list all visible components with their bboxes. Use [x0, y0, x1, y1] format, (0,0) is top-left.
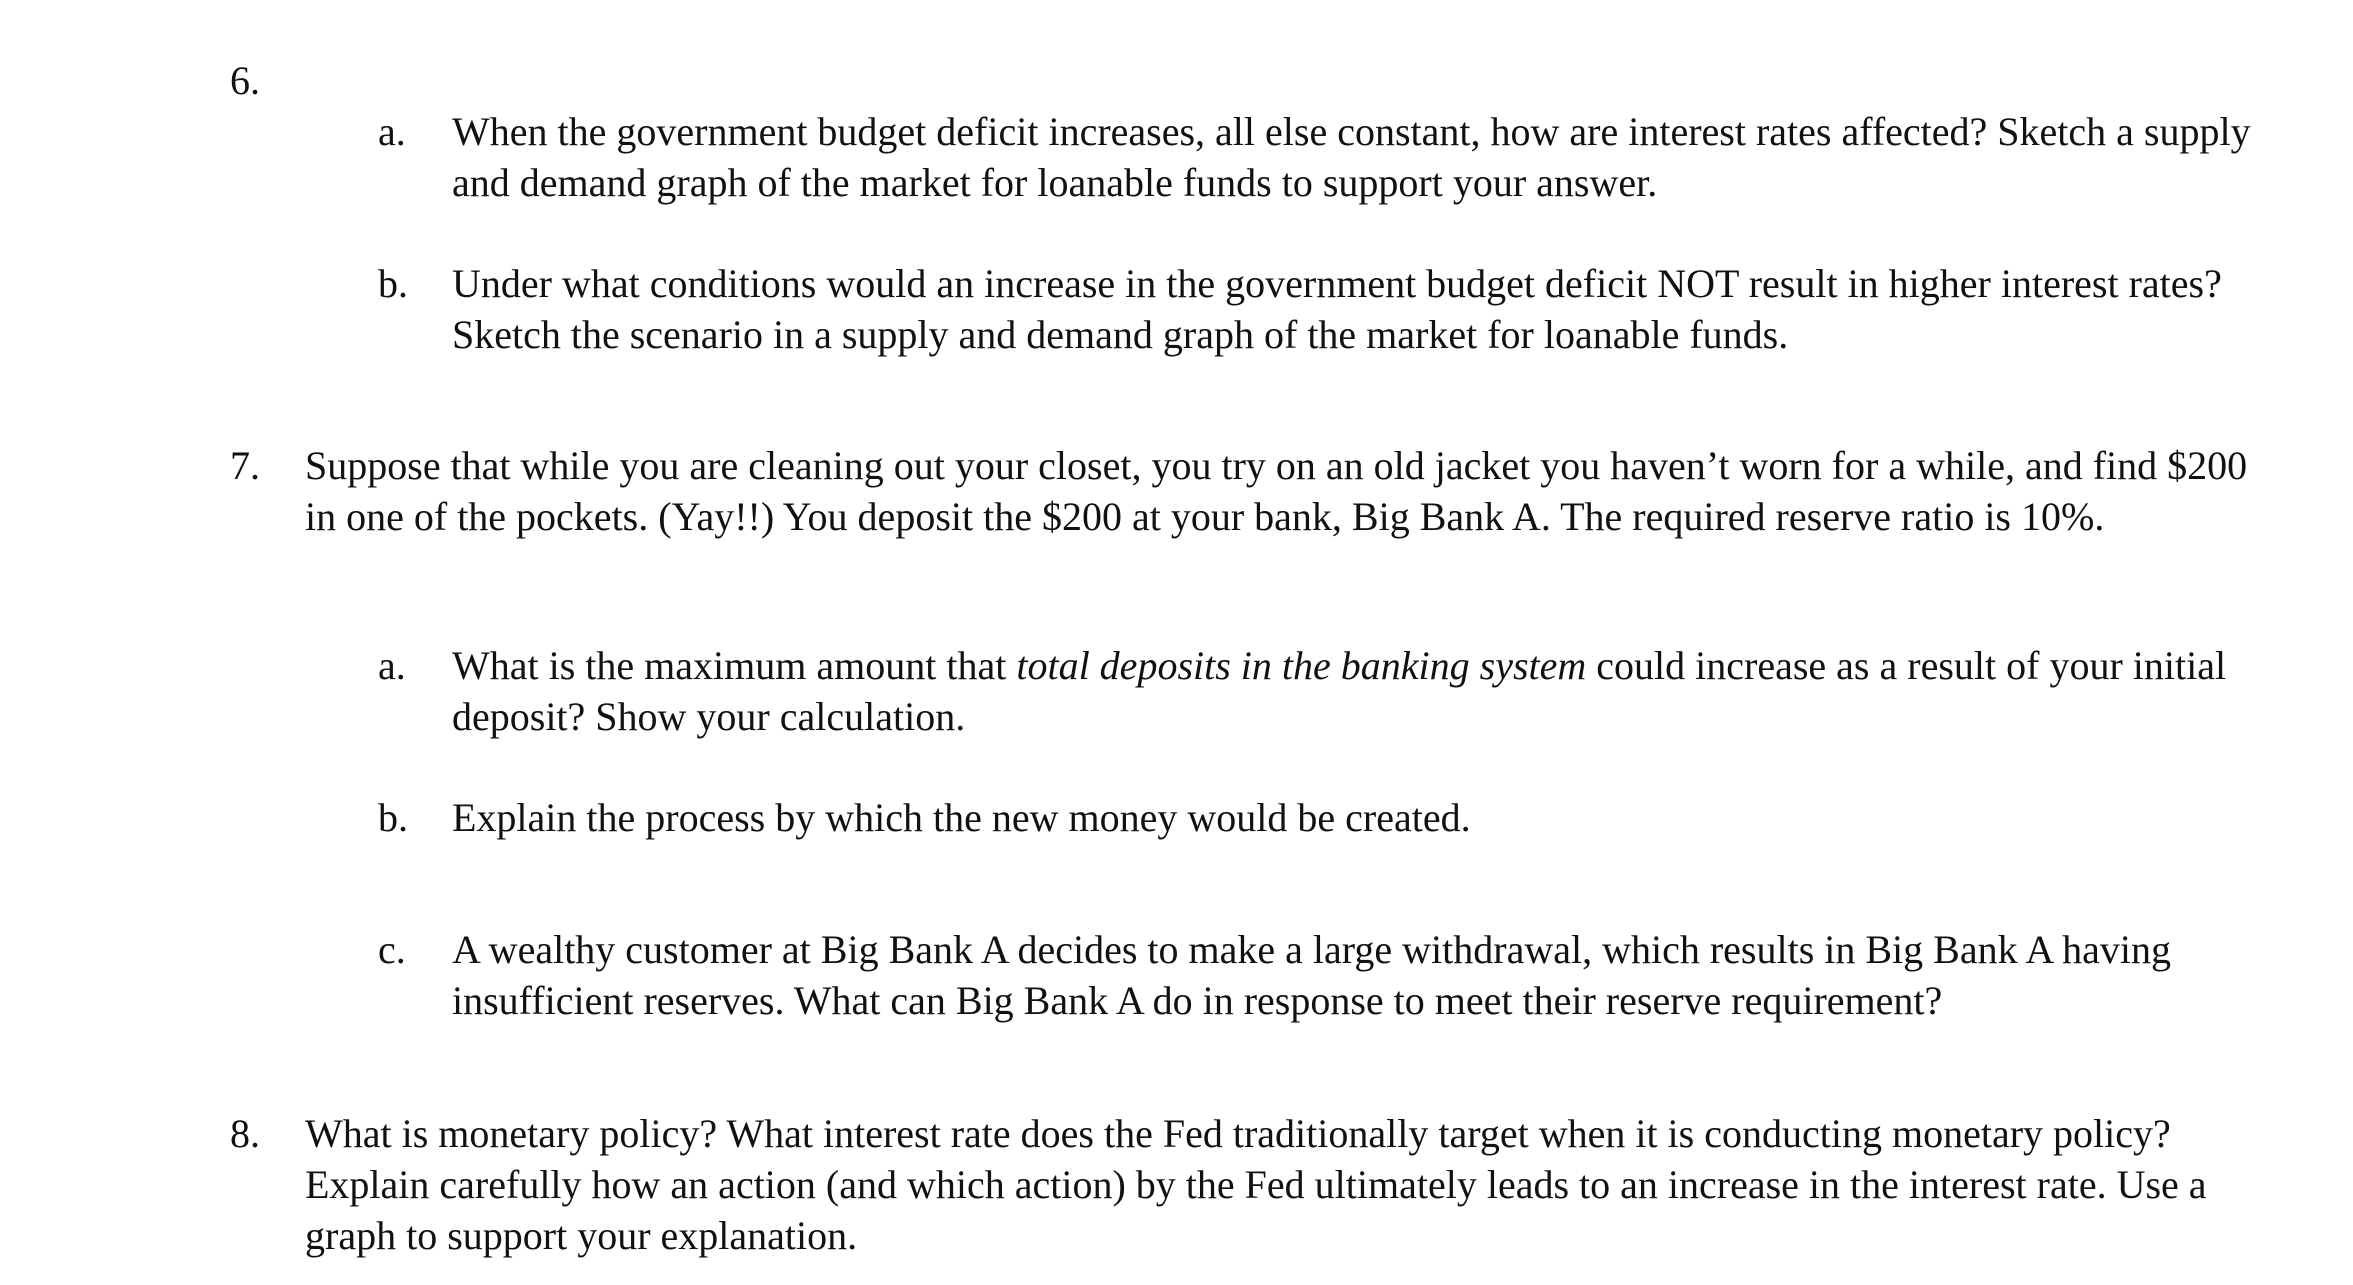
question-8-number: 8. — [230, 1111, 260, 1156]
question-6b-letter: b. — [378, 261, 408, 306]
question-8-text: What is monetary policy? What interest rate does the Fed traditionally target when it is conducting monetary policy? Explain carefully how an action (and which action) by the Fed ultimately leads to an increase in the interest rate. Use a graph to support your explanation. — [305, 1111, 2207, 1258]
question-7a-text-end: could increase as a result of your initial deposit? Show your calculation. — [452, 643, 2227, 739]
question-7a-text — [452, 640, 2262, 742]
question-6-number: 6. — [230, 58, 260, 103]
question-7a-text-start: What is the maximum amount that — [452, 643, 1017, 688]
question-6b-text: Under what conditions would an increase in the government budget deficit NOT result in higher interest rates? Sketch the scenario in a supply and demand graph of the market for loanable funds. — [452, 261, 2222, 357]
question-7-number: 7. — [230, 443, 260, 488]
question-6a-letter: a. — [378, 109, 406, 154]
question-7b-letter: b. — [378, 795, 408, 840]
question-7c-text: A wealthy customer at Big Bank A decides to make a large withdrawal, which results in Big Bank A having insufficient reserves. What can Big Bank A do in response to meet their reserve requirement? — [452, 927, 2171, 1023]
question-7a-letter: a. — [378, 643, 406, 688]
question-7b-text: Explain the process by which the new money would be created. — [452, 795, 1471, 840]
question-7c-letter: c. — [378, 927, 406, 972]
question-6a-text: When the government budget deficit increases, all else constant, how are interest rates affected? Sketch a supply and demand graph of the market for loanable funds to support your answer. — [452, 109, 2251, 205]
question-7-text: Suppose that while you are cleaning out your closet, you try on an old jacket you haven’t worn for a while, and find $200 in one of the pockets. (Yay!!) You deposit the $200 at your bank, Big Bank A. The required reserve ratio is 10%. — [305, 443, 2248, 539]
question-7a-italic-phrase: total deposits in the banking system — [1016, 643, 1587, 688]
